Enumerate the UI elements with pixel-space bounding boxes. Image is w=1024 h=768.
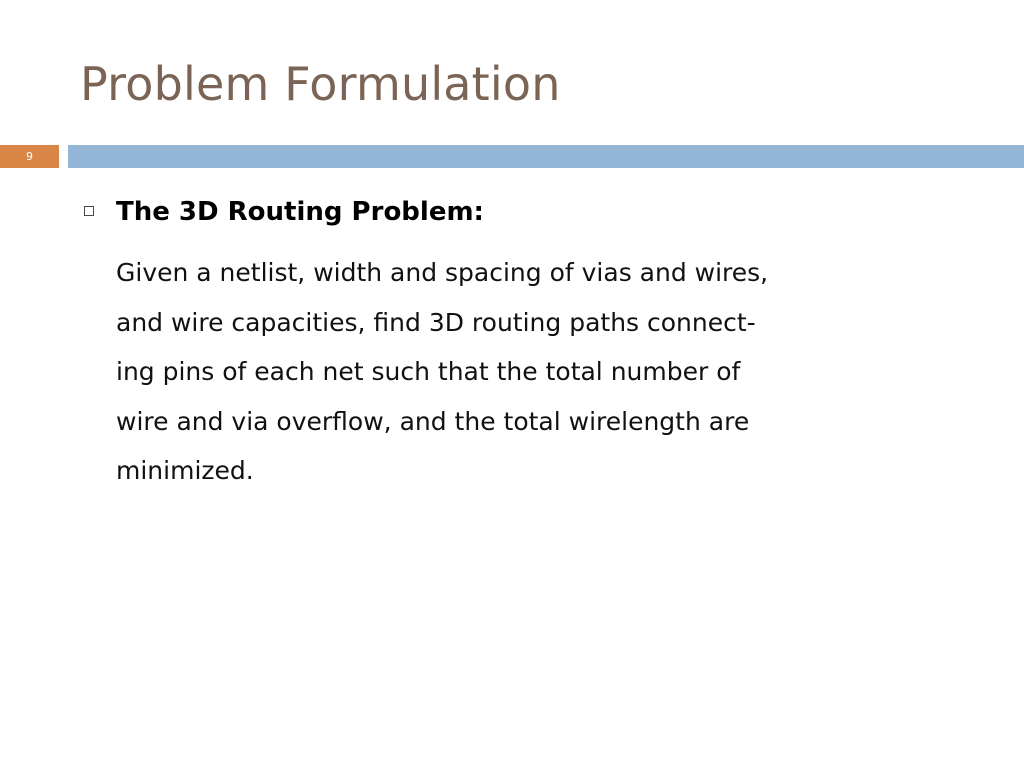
bullet-heading: The 3D Routing Problem: (116, 197, 484, 227)
hollow-square-bullet-icon (84, 206, 94, 216)
body-line: and wire capacities, find 3D routing paths connect- (116, 307, 756, 337)
body-line: Given a netlist, width and spacing of vias and wires, (116, 258, 769, 287)
bullet-body (116, 248, 996, 496)
accent-bar (68, 145, 1024, 168)
slide-title: Problem Formulation (80, 57, 561, 111)
body-line: minimized. (116, 456, 254, 485)
slide-number: 9 (0, 145, 59, 168)
body-line: wire and via overflow, and the total wirelength are (116, 406, 750, 436)
body-line: ing pins of each net such that the total number of (116, 357, 741, 386)
